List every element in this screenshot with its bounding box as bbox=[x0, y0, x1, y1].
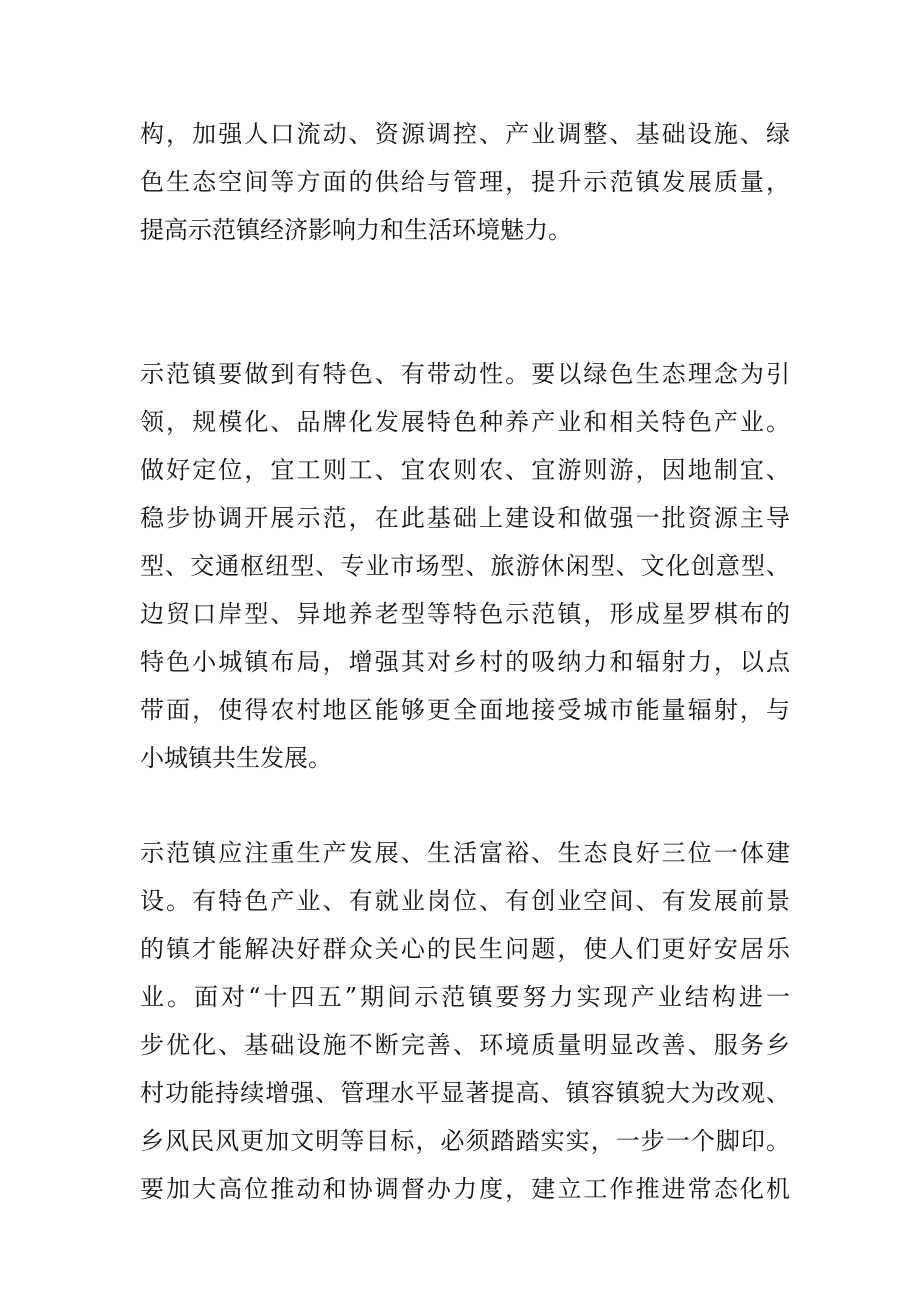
text-line: 业。面对“十四五”期间示范镇要努力实现产业结构进一 bbox=[140, 983, 790, 1011]
text-line: 要加大高位推动和协调督办力度，建立工作推进常态化机 bbox=[140, 1175, 790, 1203]
text-line: 边贸口岸型、异地养老型等特色示范镇，形成星罗棋布的 bbox=[140, 600, 790, 628]
text-line: 乡风民风更加文明等目标，必须踏踏实实，一步一个脚印。 bbox=[140, 1127, 790, 1155]
text-line: 领，规模化、品牌化发展特色种养产业和相关特色产业。 bbox=[140, 408, 790, 436]
text-line: 村功能持续增强、管理水平显著提高、镇容镇貌大为改观、 bbox=[140, 1079, 790, 1107]
text-line: 示范镇应注重生产发展、生活富裕、生态良好三位一体建 bbox=[140, 839, 790, 867]
text-line: 带面，使得农村地区能够更全面地接受城市能量辐射，与 bbox=[140, 696, 790, 724]
paragraph-3 bbox=[140, 829, 790, 1213]
text-line: 型、交通枢纽型、专业市场型、旅游休闲型、文化创意型、 bbox=[140, 552, 790, 580]
text-line: 色生态空间等方面的供给与管理，提升示范镇发展质量， bbox=[140, 168, 790, 196]
paragraph-1 bbox=[140, 110, 790, 254]
text-line: 小城镇共生发展。 bbox=[140, 744, 332, 772]
text-line: 的镇才能解决好群众关心的民生问题，使人们更好安居乐 bbox=[140, 935, 790, 963]
text-line: 构，加强人口流动、资源调控、产业调整、基础设施、绿 bbox=[140, 120, 790, 148]
text-line: 设。有特色产业、有就业岗位、有创业空间、有发展前景 bbox=[140, 887, 790, 915]
text-line: 示范镇要做到有特色、有带动性。要以绿色生态理念为引 bbox=[140, 360, 790, 388]
paragraph-2 bbox=[140, 350, 790, 782]
text-line: 提高示范镇经济影响力和生活环境魅力。 bbox=[140, 216, 572, 244]
text-line: 步优化、基础设施不断完善、环境质量明显改善、服务乡 bbox=[140, 1031, 790, 1059]
text-line: 特色小城镇布局，增强其对乡村的吸纳力和辐射力，以点 bbox=[140, 648, 790, 676]
text-line: 稳步协调开展示范，在此基础上建设和做强一批资源主导 bbox=[140, 504, 790, 532]
text-line: 做好定位，宜工则工、宜农则农、宜游则游，因地制宜、 bbox=[140, 456, 790, 484]
